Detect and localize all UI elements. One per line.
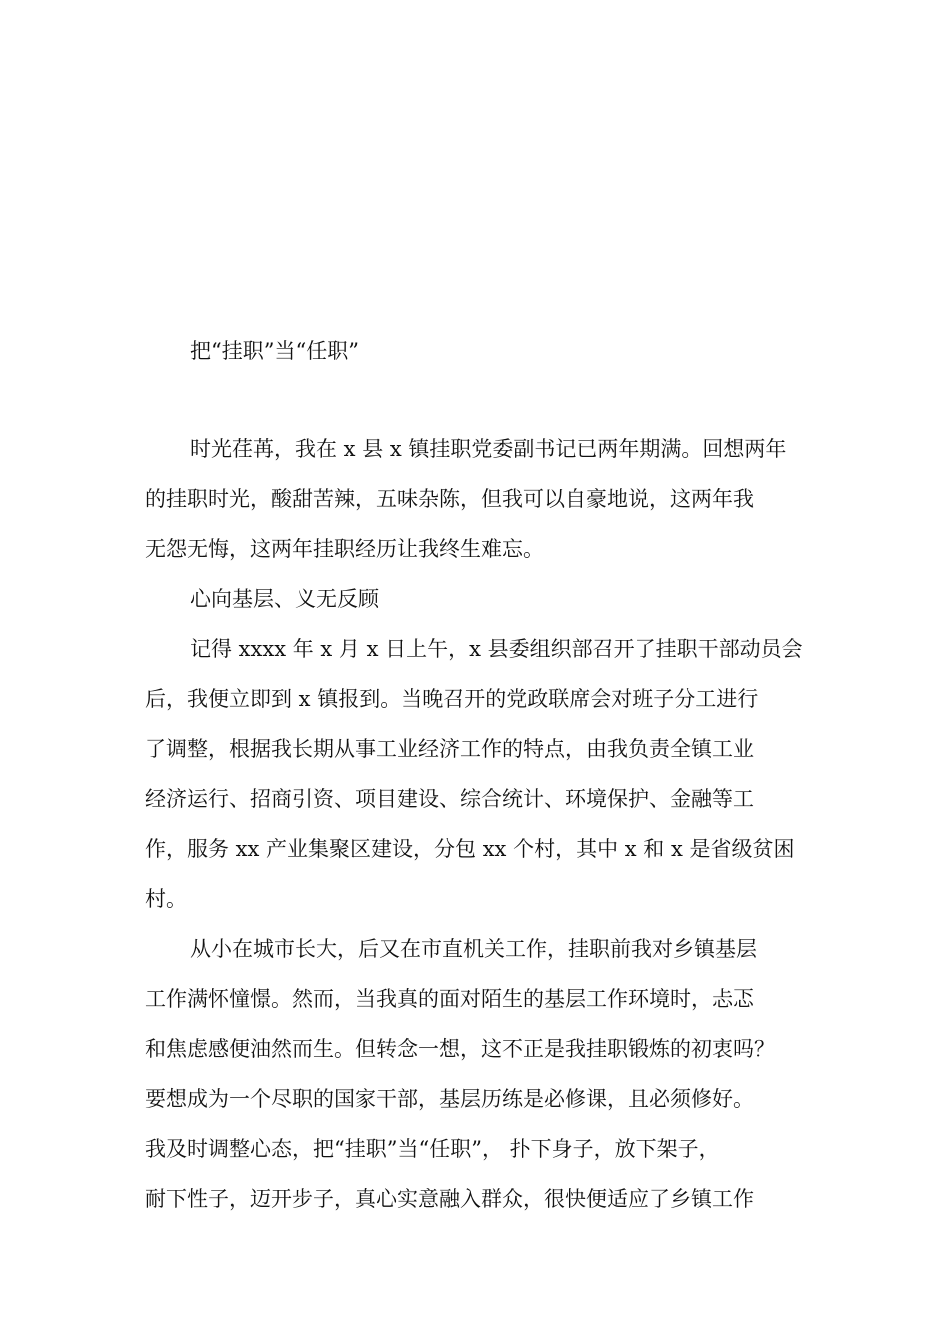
paragraph-line: 耐下性子，迈开步子，真心实意融入群众，很快便适应了乡镇工作 <box>145 1187 754 1211</box>
paragraph-line: 村。 <box>145 887 187 911</box>
paragraph-line: 我及时调整心态，把“挂职”当“任职”， 扑下身子，放下架子， <box>145 1137 720 1161</box>
paragraph-line: 记得 xxxx 年 x 月 x 日上午，x 县委组织部召开了挂职干部动员会 <box>190 637 803 661</box>
paragraph-line: 的挂职时光，酸甜苦辣，五味杂陈，但我可以自豪地说，这两年我 <box>145 487 754 511</box>
paragraph-line: 后，我便立即到 x 镇报到。当晚召开的党政联席会对班子分工进行 <box>145 687 759 711</box>
paragraph-line: 工作满怀憧憬。然而，当我真的面对陌生的基层工作环境时，忐忑 <box>145 987 754 1011</box>
paragraph-line: 要想成为一个尽职的国家干部，基层历练是必修课，且必须修好。 <box>145 1087 754 1111</box>
paragraph-line: 从小在城市长大，后又在市直机关工作，挂职前我对乡镇基层 <box>190 937 757 961</box>
paragraph-line: 时光荏苒，我在 x 县 x 镇挂职党委副书记已两年期满。回想两年 <box>190 437 787 461</box>
paragraph-line: 了调整，根据我长期从事工业经济工作的特点，由我负责全镇工业 <box>145 737 754 761</box>
paragraph-line: 作，服务 xx 产业集聚区建设，分包 xx 个村，其中 x 和 x 是省级贫困 <box>145 837 795 861</box>
document-title: 把“挂职”当“任职” <box>190 339 359 363</box>
paragraph-line: 无怨无悔，这两年挂职经历让我终生难忘。 <box>145 537 544 561</box>
paragraph-line: 和焦虑感便油然而生。但转念一想，这不正是我挂职锻炼的初衷吗？ <box>145 1037 775 1061</box>
paragraph-line: 经济运行、招商引资、项目建设、综合统计、环境保护、金融等工 <box>145 787 754 811</box>
section-heading: 心向基层、义无反顾 <box>190 587 379 611</box>
